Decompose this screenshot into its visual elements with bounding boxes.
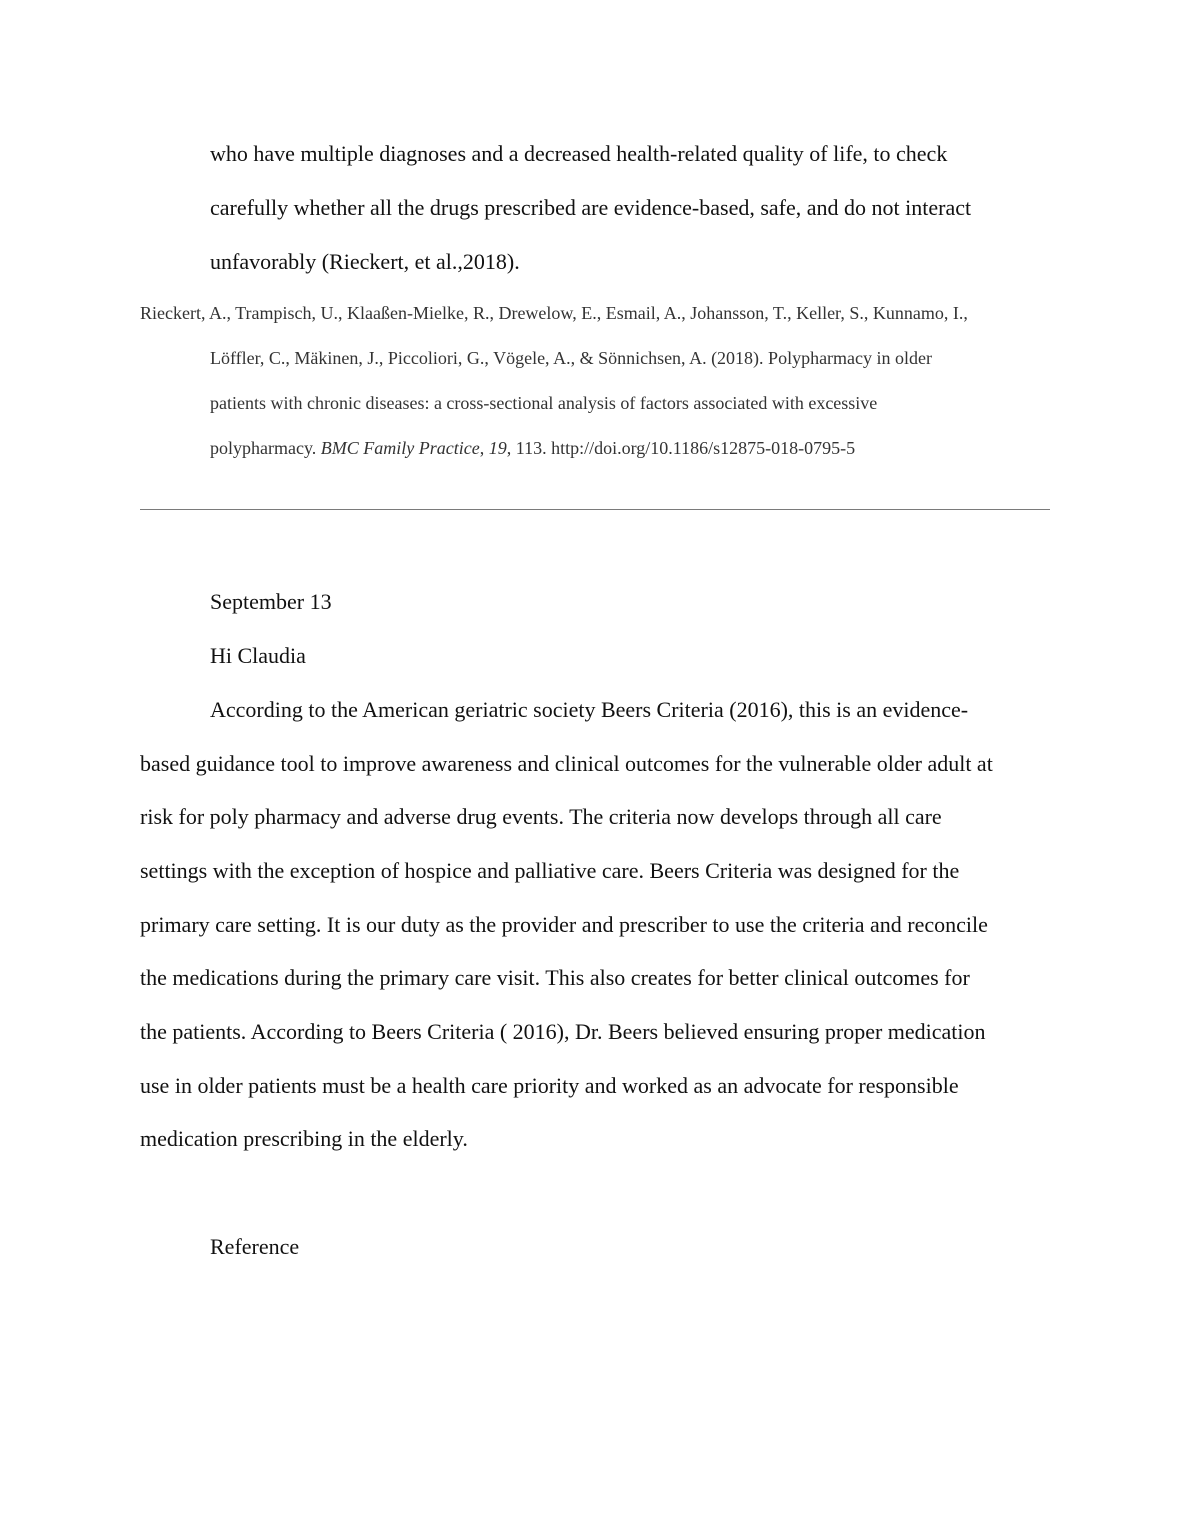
citation-text: polypharmacy. — [210, 438, 321, 458]
post-body-line: medication prescribing in the elderly. — [140, 1126, 468, 1151]
section-divider — [140, 509, 1050, 510]
continuation-line: who have multiple diagnoses and a decreased health-related quality of life, to check — [210, 141, 948, 166]
post-body-line: risk for poly pharmacy and adverse drug events. The criteria now develops through all care — [140, 804, 942, 829]
continuation-line: unfavorably (Rieckert, et al.,2018). — [210, 249, 520, 274]
citation-doi: , 113. http://doi.org/10.1186/s12875-018-0795-5 — [506, 438, 856, 458]
post-body-line: use in older patients must be a health care priority and worked as an advocate for responsible — [140, 1073, 959, 1098]
citation-volume: 19 — [488, 438, 507, 458]
post-body-line: settings with the exception of hospice and palliative care. Beers Criteria was designed for the — [140, 858, 960, 883]
post-body-line: based guidance tool to improve awareness and clinical outcomes for the vulnerable older adult at — [140, 751, 993, 776]
reference-heading: Reference — [210, 1234, 300, 1259]
post-body-line: the patients. According to Beers Criteria ( 2016), Dr. Beers believed ensuring proper medication — [140, 1019, 986, 1044]
citation-line: Rieckert, A., Trampisch, U., Klaaßen-Mielke, R., Drewelow, E., Esmail, A., Johansson, T., Keller, S., Kunnamo, I., — [140, 303, 968, 323]
citation-line — [210, 437, 855, 459]
post-greeting: Hi Claudia — [210, 643, 306, 668]
post-body-line: According to the American geriatric society Beers Criteria (2016), this is an evidence- — [210, 697, 969, 722]
post-date: September 13 — [210, 589, 332, 614]
citation-journal: BMC Family Practice — [320, 438, 480, 458]
citation-line: Löffler, C., Mäkinen, J., Piccoliori, G., Vögele, A., & Sönnichsen, A. (2018). Polypharmacy in older — [210, 348, 933, 368]
post-body-line: primary care setting. It is our duty as the provider and prescriber to use the criteria and reconcile — [140, 912, 988, 937]
continuation-line: carefully whether all the drugs prescribed are evidence-based, safe, and do not interact — [210, 195, 972, 220]
citation-separator: , — [479, 438, 489, 458]
post-body-line: the medications during the primary care visit. This also creates for better clinical outcomes for — [140, 965, 970, 990]
citation-line: patients with chronic diseases: a cross-sectional analysis of factors associated with excessive — [210, 393, 878, 413]
